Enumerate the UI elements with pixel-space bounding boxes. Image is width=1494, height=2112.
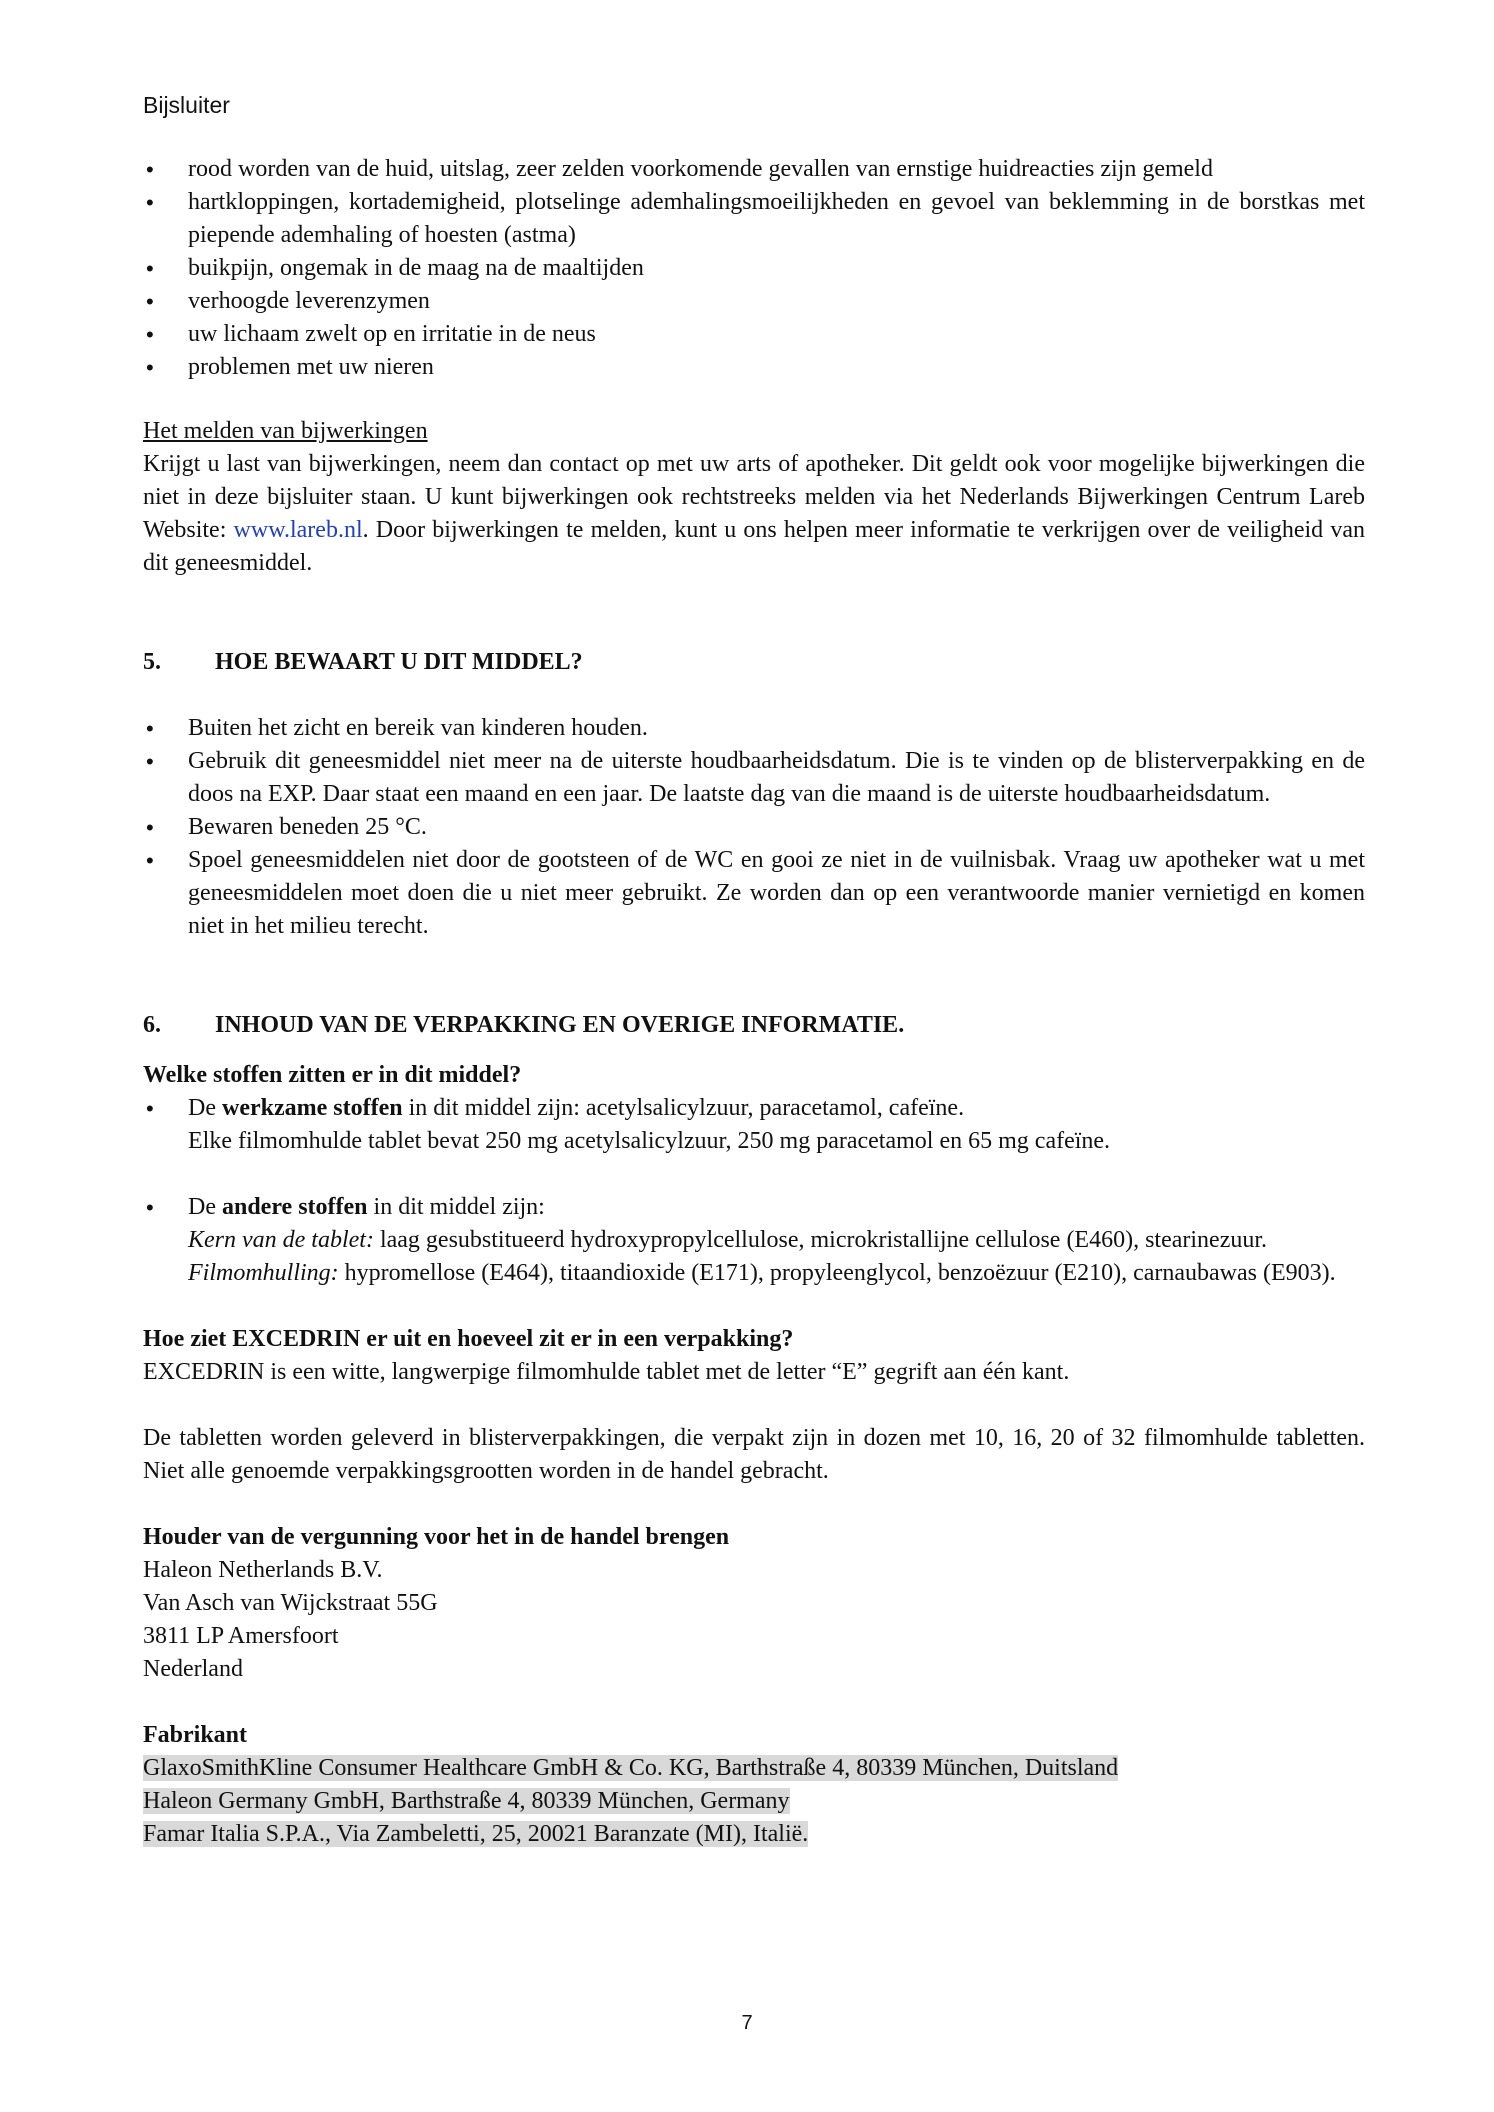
list-item: • Bewaren beneden 25 °C.	[143, 811, 1365, 844]
running-header: Bijsluiter	[143, 92, 230, 118]
list-item	[143, 1191, 1365, 1290]
section-title: INHOUD VAN DE VERPAKKING EN OVERIGE INFORMATIE.	[215, 1012, 905, 1038]
holder-line: Haleon Netherlands B.V.	[143, 1557, 383, 1583]
manufacturer-line	[143, 1752, 1365, 1785]
list-item: • verhoogde leverenzymen	[143, 285, 1365, 318]
page-number: 7	[741, 2012, 753, 2034]
list-item: • Gebruik dit geneesmiddel niet meer na de uiterste houdbaarheidsdatum. Die is te vinden op de blisterverpakking en de doos na EXP. Daar staat een maand en een jaar. De laatste dag van die maand is de uiterste houdbaarheidsdatum.	[143, 745, 1365, 811]
section-6-heading	[143, 1009, 1365, 1042]
appearance-text: EXCEDRIN is een witte, langwerpige filmomhulde tablet met de letter “E” gegrift aan één kant.	[143, 1359, 1070, 1385]
text-run: in dit middel zijn: acetylsalicylzuur, paracetamol, cafeïne.	[402, 1095, 965, 1121]
substances-heading: Welke stoffen zitten er in dit middel?	[143, 1062, 522, 1088]
packaging-text: De tabletten worden geleverd in blisterverpakkingen, die verpakt zijn in dozen met 10, 16, 20 of 32 filmomhulde tabletten. Niet alle genoemde verpakkingsgrootten worden in de handel gebracht.	[143, 1425, 1365, 1484]
highlighted-text: GlaxoSmithKline Consumer Healthcare GmbH & Co. KG, Barthstraße 4, 80339 München, Duitsland	[143, 1755, 1119, 1781]
active-substances-label: werkzame stoffen	[221, 1095, 403, 1121]
coating-label: Filmomhulling:	[188, 1260, 339, 1286]
highlighted-text: Haleon Germany GmbH, Barthstraße 4, 80339 München, Germany	[143, 1788, 790, 1814]
side-effects-list	[143, 153, 1365, 384]
reporting-text-before: Krijgt u last van bijwerkingen, neem dan contact op met uw arts of apotheker. Dit geldt ook voor mogelijke bijwerkingen die niet in deze bijsluiter staan. U kunt bijwerkingen ook rechtstreeks melden via het Nederlands Bijwerkingen Centrum Lareb Website:	[143, 451, 1365, 543]
manufacturer-line	[143, 1785, 1365, 1818]
active-substances-detail: Elke filmomhulde tablet bevat 250 mg acetylsalicylzuur, 250 mg paracetamol en 65 mg cafeïne.	[188, 1128, 1111, 1154]
lareb-link[interactable]: www.lareb.nl	[233, 517, 363, 543]
page-content	[143, 153, 1365, 1851]
text-run: De	[188, 1095, 222, 1121]
section-5-heading	[143, 646, 1365, 679]
list-item: • rood worden van de huid, uitslag, zeer zelden voorkomende gevallen van ernstige huidreacties zijn gemeld	[143, 153, 1365, 186]
text-run: laag gesubstitueerd hydroxypropylcellulose, microkristallijne cellulose (E460), stearinezuur.	[373, 1227, 1268, 1253]
holder-line: Van Asch van Wijckstraat 55G	[143, 1590, 438, 1616]
list-item: • problemen met uw nieren	[143, 351, 1365, 384]
text-run: De	[188, 1194, 222, 1220]
highlighted-text: Famar Italia S.P.A., Via Zambeletti, 25, 20021 Baranzate (MI), Italië.	[143, 1821, 809, 1847]
reporting-paragraph	[143, 448, 1365, 580]
text-run: in dit middel zijn:	[367, 1194, 545, 1220]
core-paragraph	[188, 1224, 1365, 1257]
substances-list	[143, 1092, 1365, 1158]
list-item: • Spoel geneesmiddelen niet door de gootsteen of de WC en gooi ze niet in de vuilnisbak. Vraag uw apotheker wat u met geneesmiddelen moet doen die u niet meer gebruikt. Ze worden dan op een verantwoorde manier vernietigd en komen niet in het milieu terecht.	[143, 844, 1365, 943]
text-run: hypromellose (E464), titaandioxide (E171), propyleenglycol, benzoëzuur (E210), carnaubawas (E903).	[338, 1260, 1336, 1286]
coating-paragraph	[188, 1257, 1365, 1290]
reporting-heading: Het melden van bijwerkingen	[143, 418, 428, 444]
section-title: HOE BEWAART U DIT MIDDEL?	[215, 649, 583, 675]
appearance-heading: Hoe ziet EXCEDRIN er uit en hoeveel zit er in een verpakking?	[143, 1326, 794, 1352]
holder-line: Nederland	[143, 1656, 243, 1682]
list-item	[143, 1092, 1365, 1158]
list-item: • uw lichaam zwelt op en irritatie in de neus	[143, 318, 1365, 351]
storage-list	[143, 712, 1365, 943]
section-number: 6.	[143, 1012, 161, 1038]
manufacturer-heading: Fabrikant	[143, 1722, 248, 1748]
list-item: • buikpijn, ongemak in de maag na de maaltijden	[143, 252, 1365, 285]
core-label: Kern van de tablet:	[188, 1227, 374, 1253]
holder-heading: Houder van de vergunning voor het in de handel brengen	[143, 1524, 730, 1550]
other-substances-list	[143, 1191, 1365, 1290]
section-number: 5.	[143, 649, 161, 675]
holder-line: 3811 LP Amersfoort	[143, 1623, 339, 1649]
list-item: • Buiten het zicht en bereik van kinderen houden.	[143, 712, 1365, 745]
reporting-text-after: . Door bijwerkingen te melden, kunt u ons helpen meer informatie te verkrijgen over de veiligheid van dit geneesmiddel.	[143, 517, 1365, 576]
manufacturer-line	[143, 1818, 1365, 1851]
other-substances-label: andere stoffen	[221, 1194, 368, 1220]
list-item: • hartkloppingen, kortademigheid, plotselinge ademhalingsmoeilijkheden en gevoel van beklemming in de borstkas met piepende ademhaling of hoesten (astma)	[143, 186, 1365, 252]
